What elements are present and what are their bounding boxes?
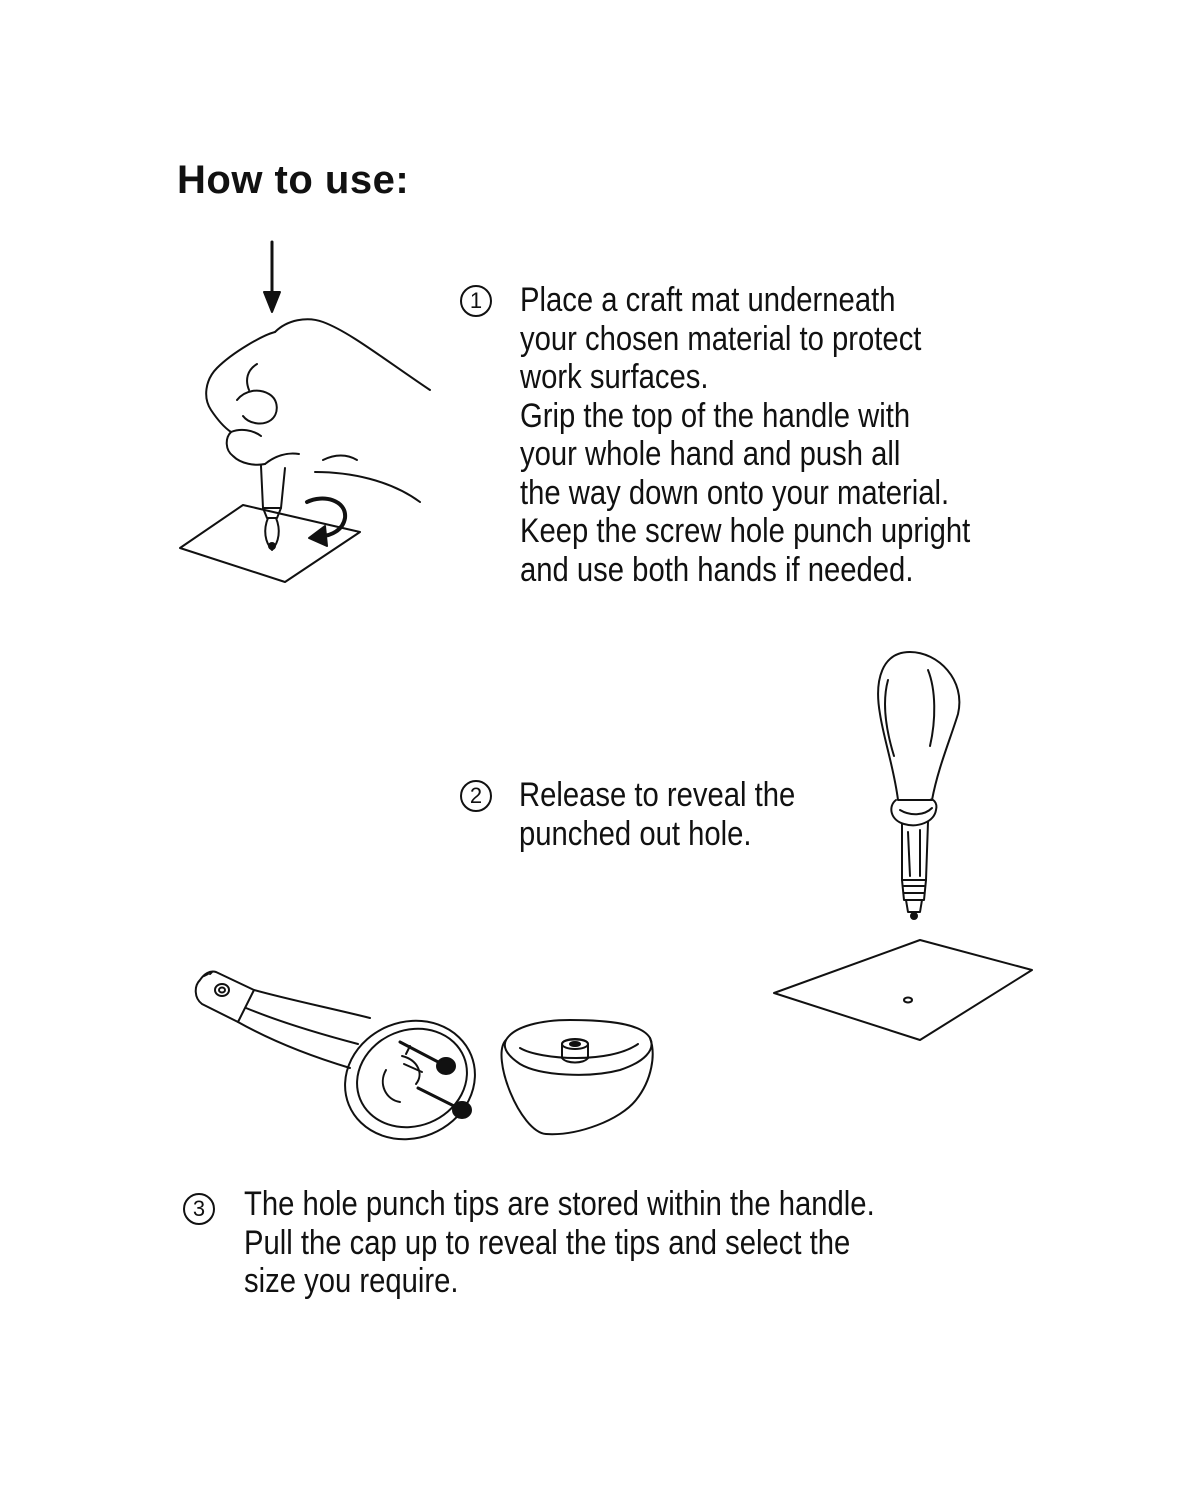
step-2-line: Release to reveal the: [519, 776, 796, 814]
step-1-line: Grip the top of the handle with: [520, 396, 911, 435]
step-1-line: and use both hands if needed.: [520, 550, 914, 589]
step-number-1: 1: [460, 285, 492, 317]
step-1-line: your whole hand and push all: [520, 435, 901, 473]
step-3-line: The hole punch tips are stored within the handle.: [244, 1185, 875, 1223]
step-3-instructions: [244, 1185, 875, 1301]
step-3-line: size you require.: [244, 1262, 459, 1300]
step-number-2: 2: [460, 780, 492, 812]
page-title: How to use:: [177, 158, 410, 202]
step-1-line: the way down onto your material.: [520, 473, 950, 512]
step-1-line: Keep the screw hole punch upright: [520, 512, 971, 550]
step-1-line: your chosen material to protect: [520, 319, 922, 358]
step-2-line: punched out hole.: [519, 814, 752, 853]
step-2-instructions: [519, 776, 795, 853]
step-1-instructions: [520, 281, 970, 589]
step-3-line: Pull the cap up to reveal the tips and select the: [244, 1223, 851, 1262]
step-1-line: Place a craft mat underneath: [520, 281, 896, 319]
step-number-3: 3: [183, 1193, 215, 1225]
step-1-line: work surfaces.: [520, 358, 709, 396]
tips-storage-illustration: [190, 960, 660, 1145]
hand-push-illustration: [175, 240, 445, 590]
punch-released-illustration: [770, 650, 1040, 1045]
